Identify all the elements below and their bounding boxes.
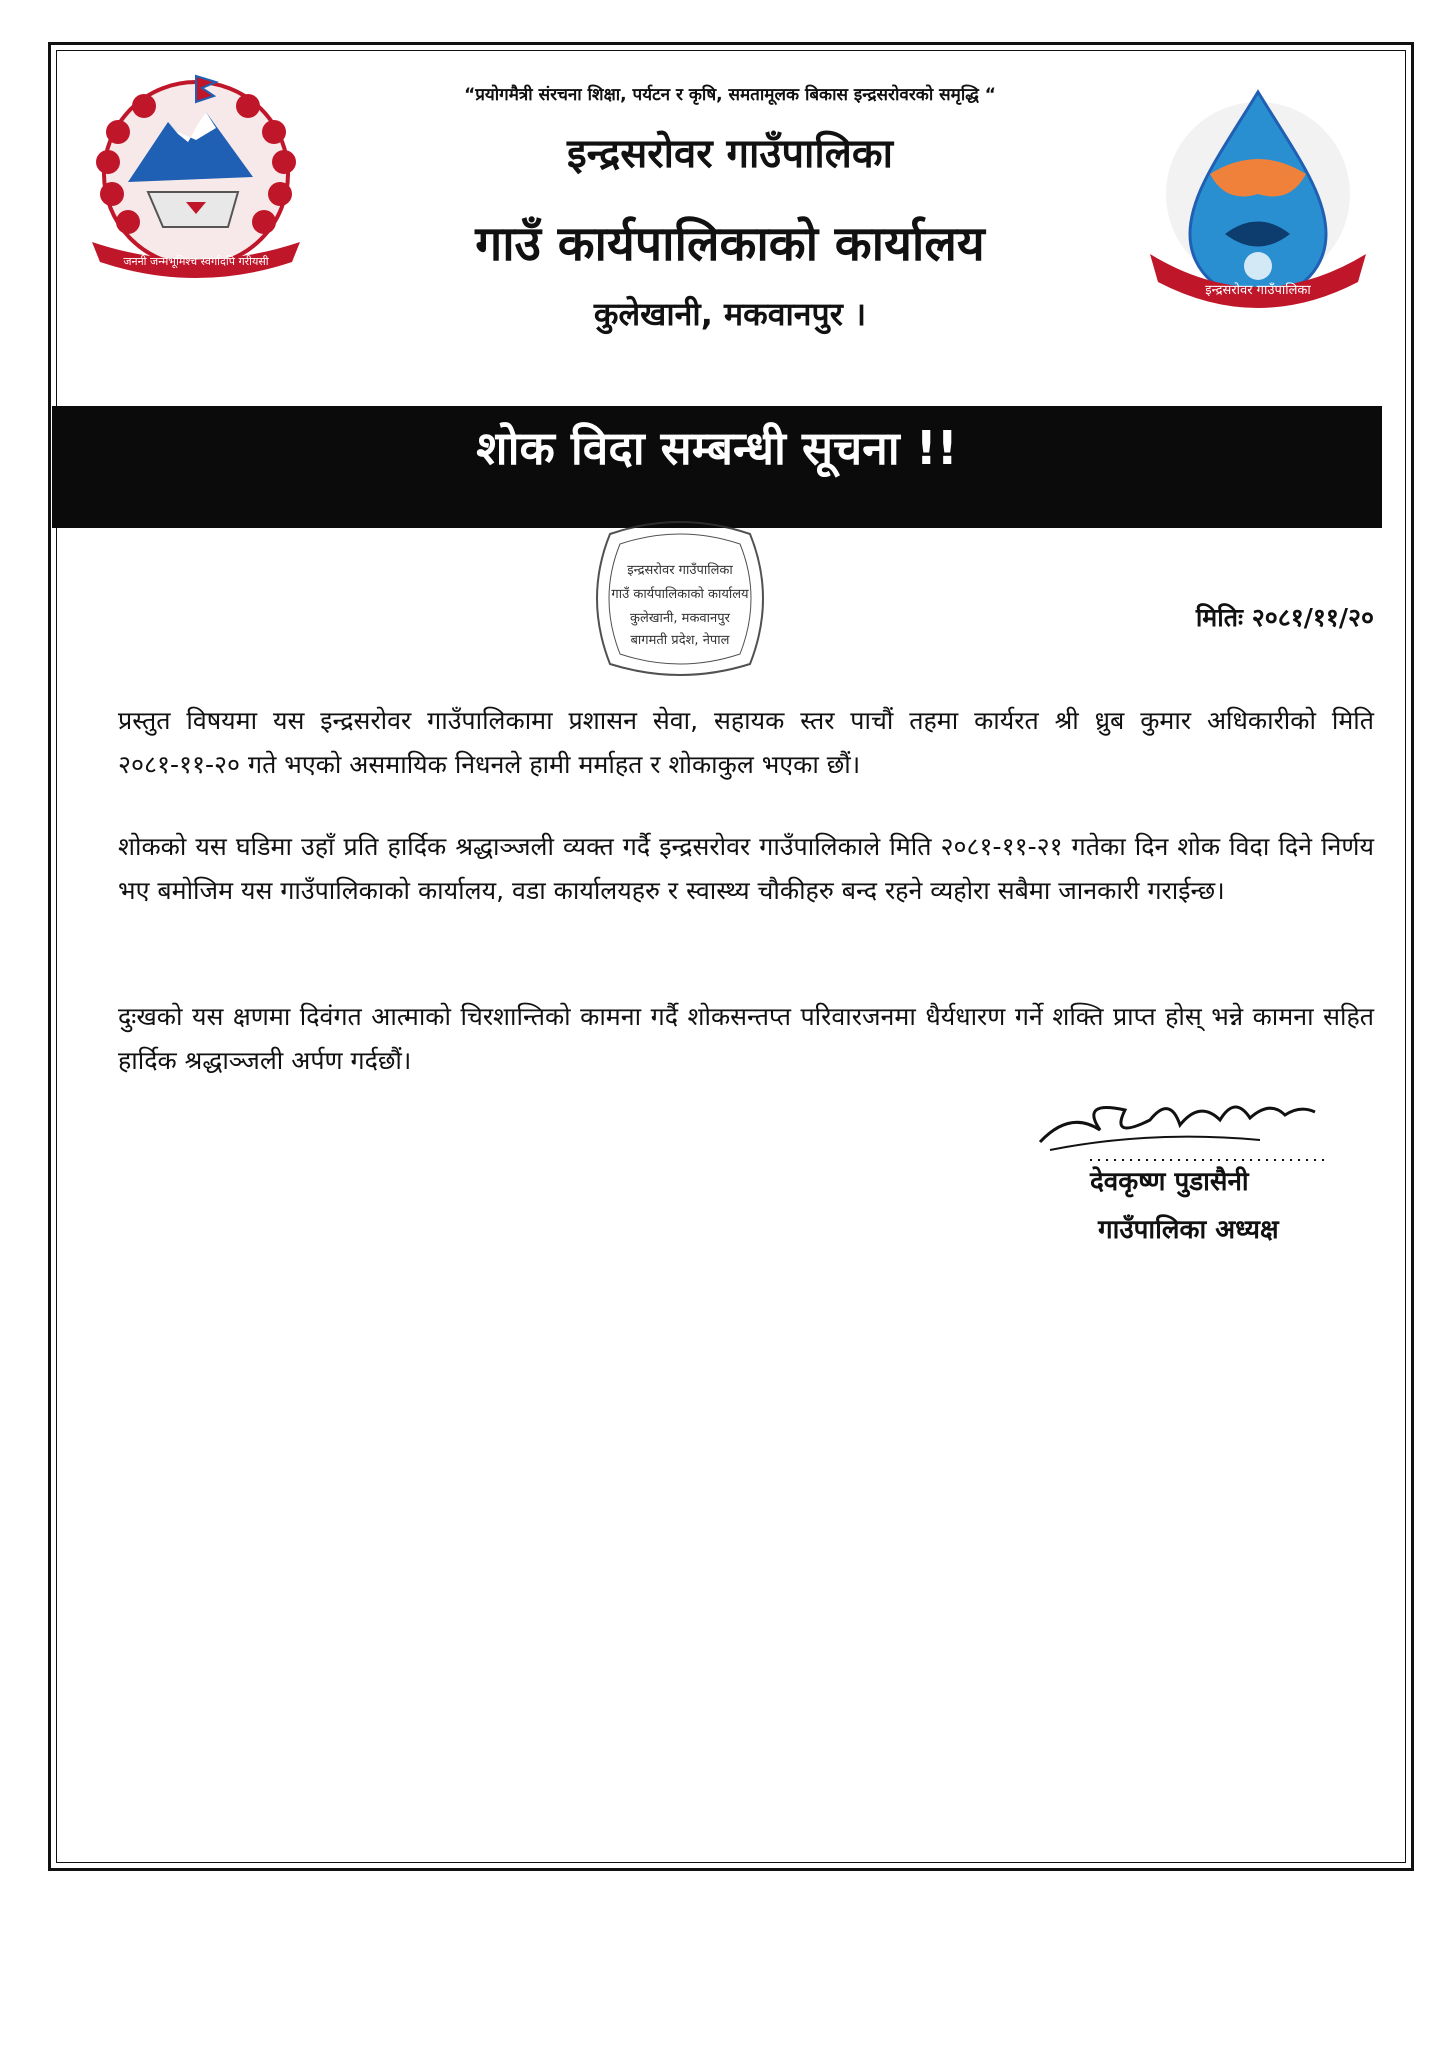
stamp-line-2: गाउँ कार्यपालिकाको कार्यालय — [611, 587, 749, 602]
signatory-name: देवकृष्ण पुडासैनी — [1090, 1167, 1249, 1197]
stamp-line-4: बागमती प्रदेश, नेपाल — [630, 633, 730, 648]
municipality-logo-icon — [1140, 84, 1376, 320]
office-address: कुलेखानी, मकवानपुर । — [593, 295, 867, 333]
paragraph-3: दुःखको यस क्षणमा दिवंगत आत्माको चिरशान्तिको कामना गर्दै शोकसन्तप्त परिवारजनमा धैर्यधारण गर्ने शक्ति प्राप्त होस् भन्ने कामना सहित हार्दिक श्रद्धाञ्जली अर्पण गर्दछौं। — [118, 1002, 1374, 1075]
left-ribbon-text: जननी जन्मभूमिश्च स्वर्गादपि गरीयसी — [123, 255, 269, 268]
notice-title: शोक विदा सम्बन्धी सूचना !! — [476, 421, 958, 475]
office-name: गाउँ कार्यपालिकाको कार्यालय — [475, 216, 985, 272]
signature-icon — [1030, 1070, 1370, 1170]
stamp-line-3: कुलेखानी, मकवानपुर — [630, 611, 730, 626]
right-ribbon-text: इन्द्रसरोवर गाउँपालिका — [1205, 283, 1311, 298]
paragraph-1: प्रस्तुत विषयमा यस इन्द्रसरोवर गाउँपालिकामा प्रशासन सेवा, सहायक स्तर पाचौं तहमा कार्यरत श्री ध्रुब कुमार अधिकारीको मिति २०८१-११-२० गते भएको असमायिक निधनले हामी मर्माहत र शोकाकुल भएका छौं। — [118, 706, 1374, 779]
signatory-title: गाउँपालिका अध्यक्ष — [1098, 1215, 1279, 1245]
notice-banner — [52, 406, 1382, 528]
slogan: “प्रयोगमैत्री संरचना शिक्षा, पर्यटन र कृषि, समतामूलक बिकास इन्द्रसरोवरको समृद्धि “ — [464, 85, 996, 105]
official-stamp-icon — [580, 514, 780, 682]
stamp-line-1: इन्द्रसरोवर गाउँपालिका — [627, 563, 733, 578]
notice-date: मितिः २०८१/११/२० — [1195, 603, 1374, 632]
nepal-emblem-icon — [78, 62, 314, 286]
paragraph-2: शोकको यस घडिमा उहाँ प्रति हार्दिक श्रद्धाञ्जली व्यक्त गर्दै इन्द्रसरोवर गाउँपालिकाले मिति २०८१-११-२१ गतेका दिन शोक विदा दिने निर्णय भए बमोजिम यस गाउँपालिकाको कार्यालय, वडा कार्यालयहरु र स्वास्थ्य चौकीहरु बन्द रहने व्यहोरा सबैमा जानकारी गराईन्छ। — [118, 832, 1374, 905]
org-name: इन्द्रसरोवर गाउँपालिका — [567, 131, 893, 177]
